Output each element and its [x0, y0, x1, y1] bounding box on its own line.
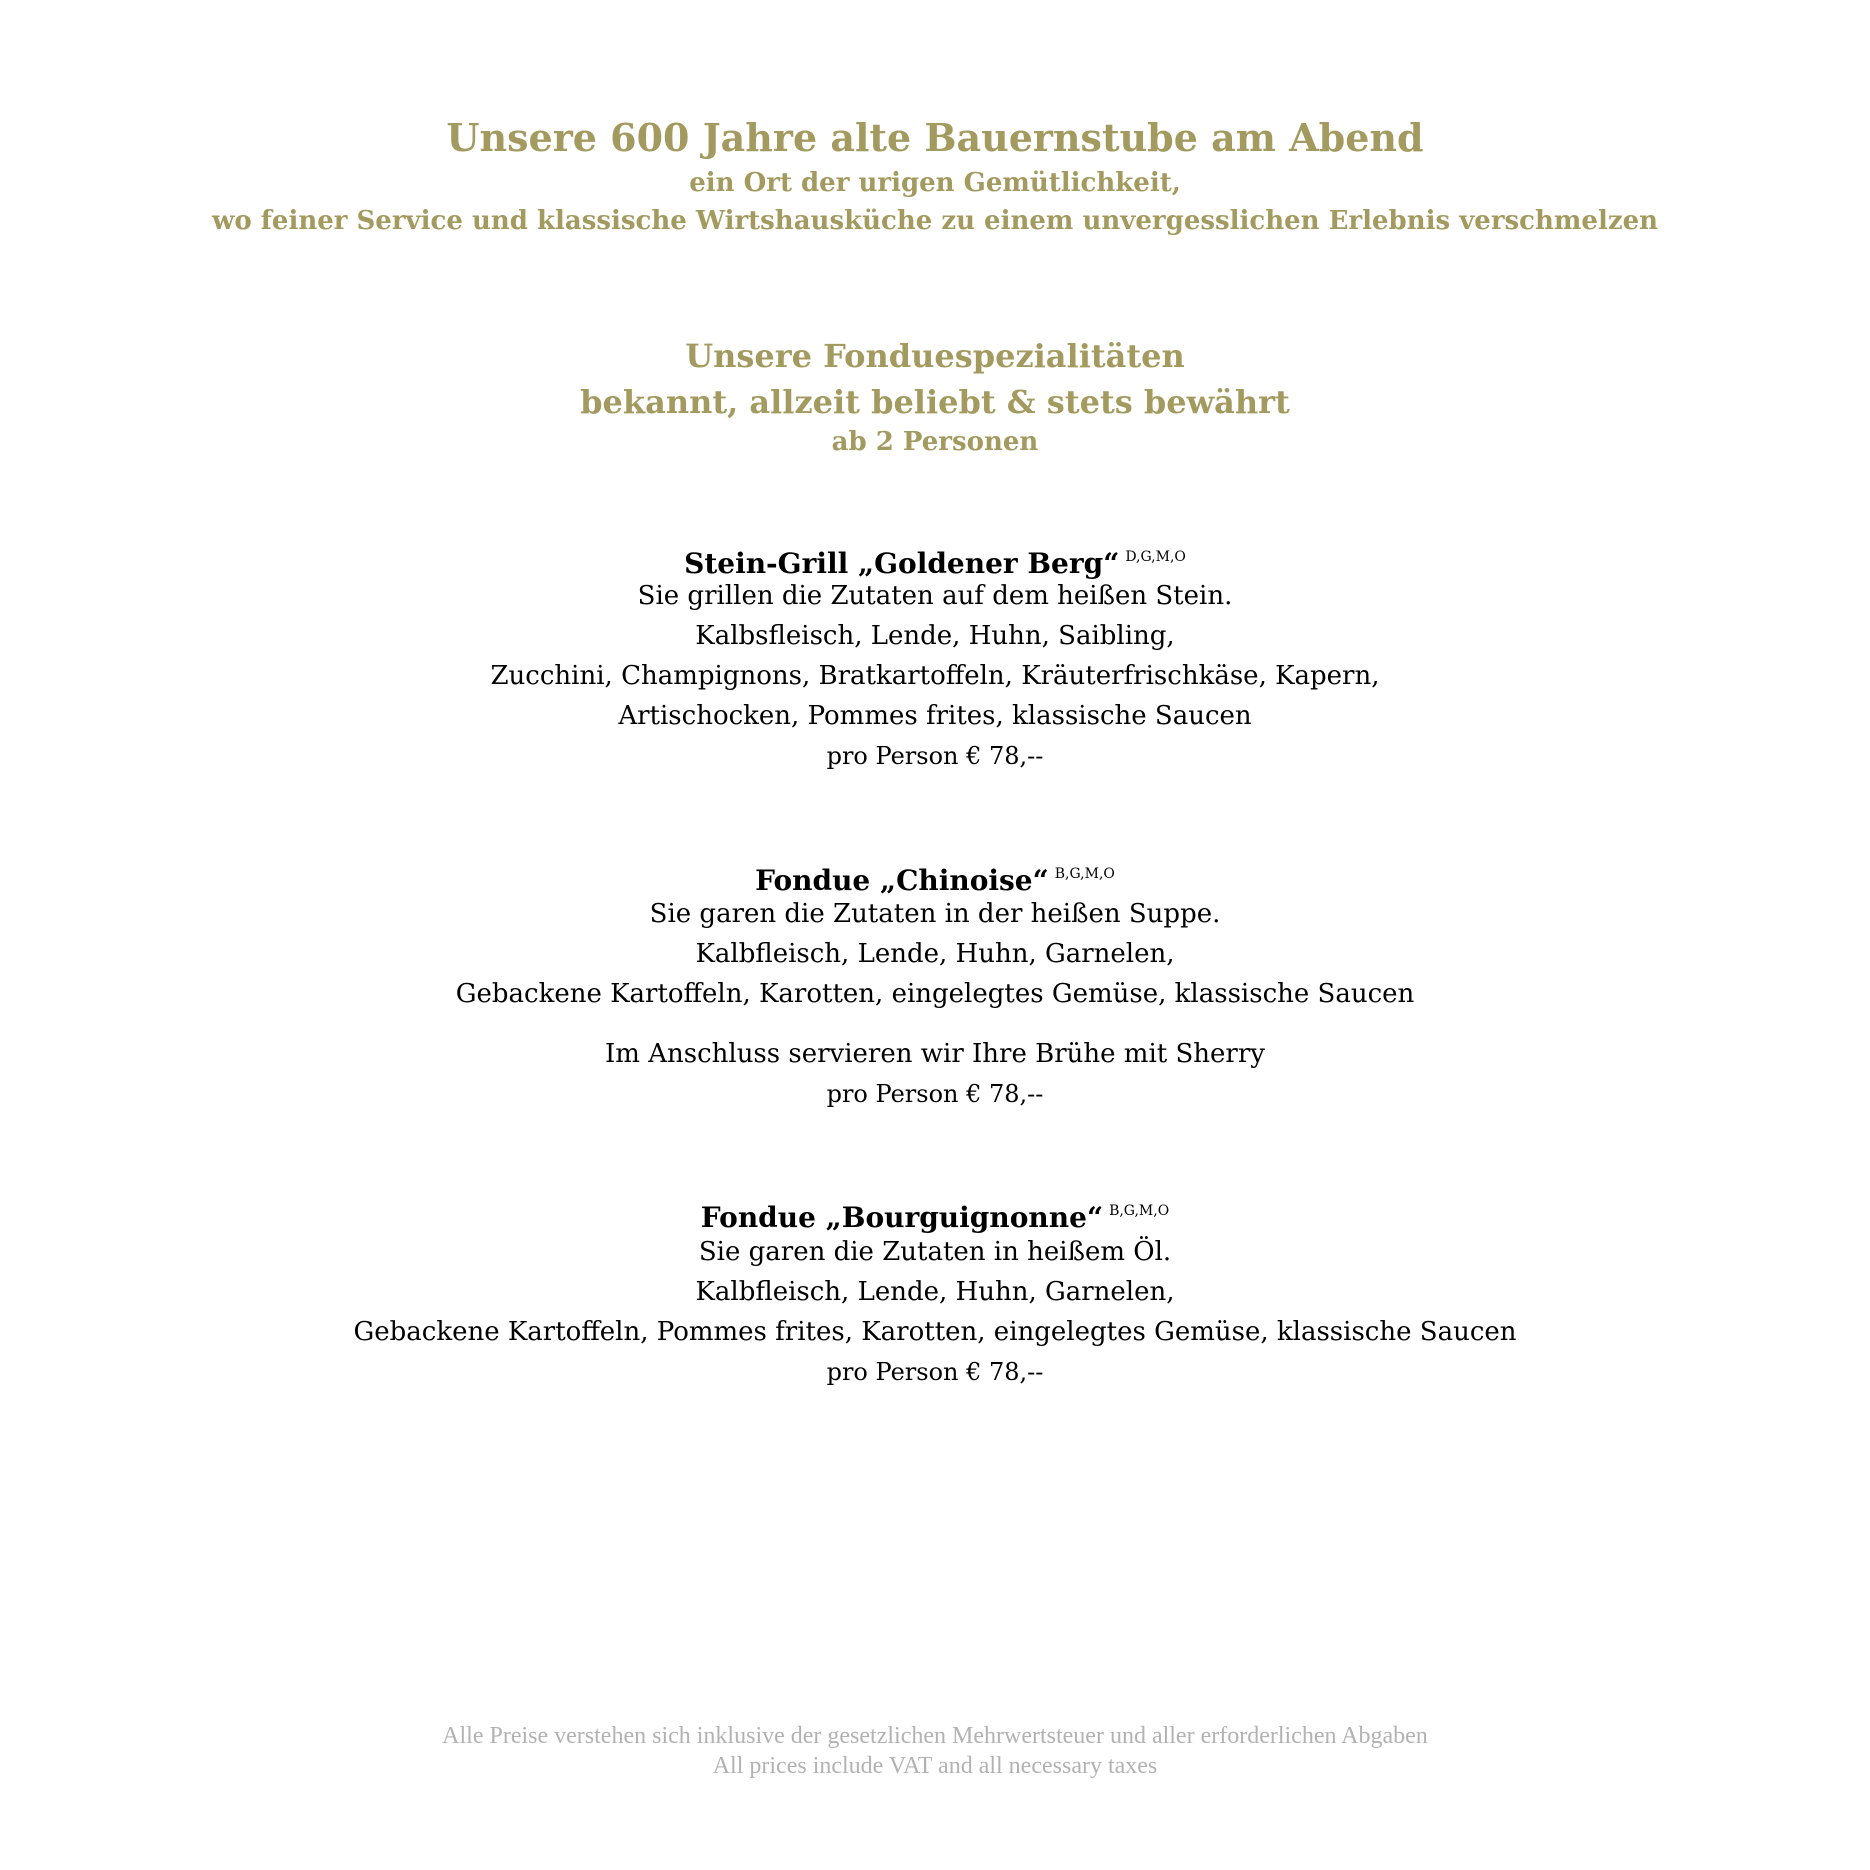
- dish-description-line: Sie garen die Zutaten in der heißen Suppe.: [649, 899, 1221, 929]
- dish-price: pro Person € 78,--: [826, 1080, 1044, 1108]
- dish-description-line: Sie garen die Zutaten in heißem Öl.: [698, 1237, 1172, 1267]
- dish-description-line: Artischocken, Pommes frites, klassische Saucen: [618, 701, 1252, 731]
- dish-name: Fondue „Chinoise“: [755, 864, 1049, 897]
- dish-price: pro Person € 78,--: [826, 742, 1044, 770]
- allergen-codes: D,G,M,O: [1125, 549, 1186, 565]
- dish-description-line: Zucchini, Champignons, Bratkartoffeln, Kräuterfrischkäse, Kapern,: [490, 661, 1380, 691]
- dish-name: Fondue „Bourguignonne“: [700, 1201, 1104, 1234]
- dish-price: pro Person € 78,--: [826, 1358, 1044, 1386]
- dish-description-line: Im Anschluss servieren wir Ihre Brühe mit Sherry: [605, 1039, 1265, 1069]
- dish-title-bourguignonne: [0, 1191, 1870, 1238]
- dish-description-line: Kalbsfleisch, Lende, Huhn, Saibling,: [695, 621, 1175, 651]
- dish-name: Stein-Grill „Goldener Berg“: [684, 547, 1120, 580]
- dish-description-line: Gebackene Kartoffeln, Karotten, eingelegtes Gemüse, klassische Saucen: [455, 979, 1415, 1009]
- allergen-codes: B,G,M,O: [1109, 1203, 1170, 1219]
- dish-description-line: Sie grillen die Zutaten auf dem heißen Stein.: [637, 581, 1233, 611]
- page-title: Unsere 600 Jahre alte Bauernstube am Abend: [446, 115, 1424, 160]
- dish-description-line: Kalbfleisch, Lende, Huhn, Garnelen,: [695, 1277, 1175, 1307]
- section-title: Unsere Fonduespezialitäten: [685, 337, 1185, 375]
- dish-description-line: Kalbfleisch, Lende, Huhn, Garnelen,: [695, 939, 1175, 969]
- section-subtitle: bekannt, allzeit beliebt & stets bewährt: [580, 383, 1290, 421]
- footer-tax-note-de: Alle Preise verstehen sich inklusive der gesetzlichen Mehrwertsteuer und aller erforderlichen Abgaben: [442, 1723, 1428, 1749]
- section-persons-note: ab 2 Personen: [831, 427, 1039, 457]
- footer-tax-note-en: All prices include VAT and all necessary taxes: [712, 1753, 1158, 1779]
- dish-description-line: Gebackene Kartoffeln, Pommes frites, Karotten, eingelegtes Gemüse, klassische Saucen: [353, 1317, 1517, 1347]
- page-subtitle-line-2: wo feiner Service und klassische Wirtshausküche zu einem unvergesslichen Erlebnis verschmelzen: [211, 206, 1659, 236]
- page-subtitle-line-1: ein Ort der urigen Gemütlichkeit,: [689, 168, 1181, 198]
- allergen-codes: B,G,M,O: [1054, 866, 1115, 882]
